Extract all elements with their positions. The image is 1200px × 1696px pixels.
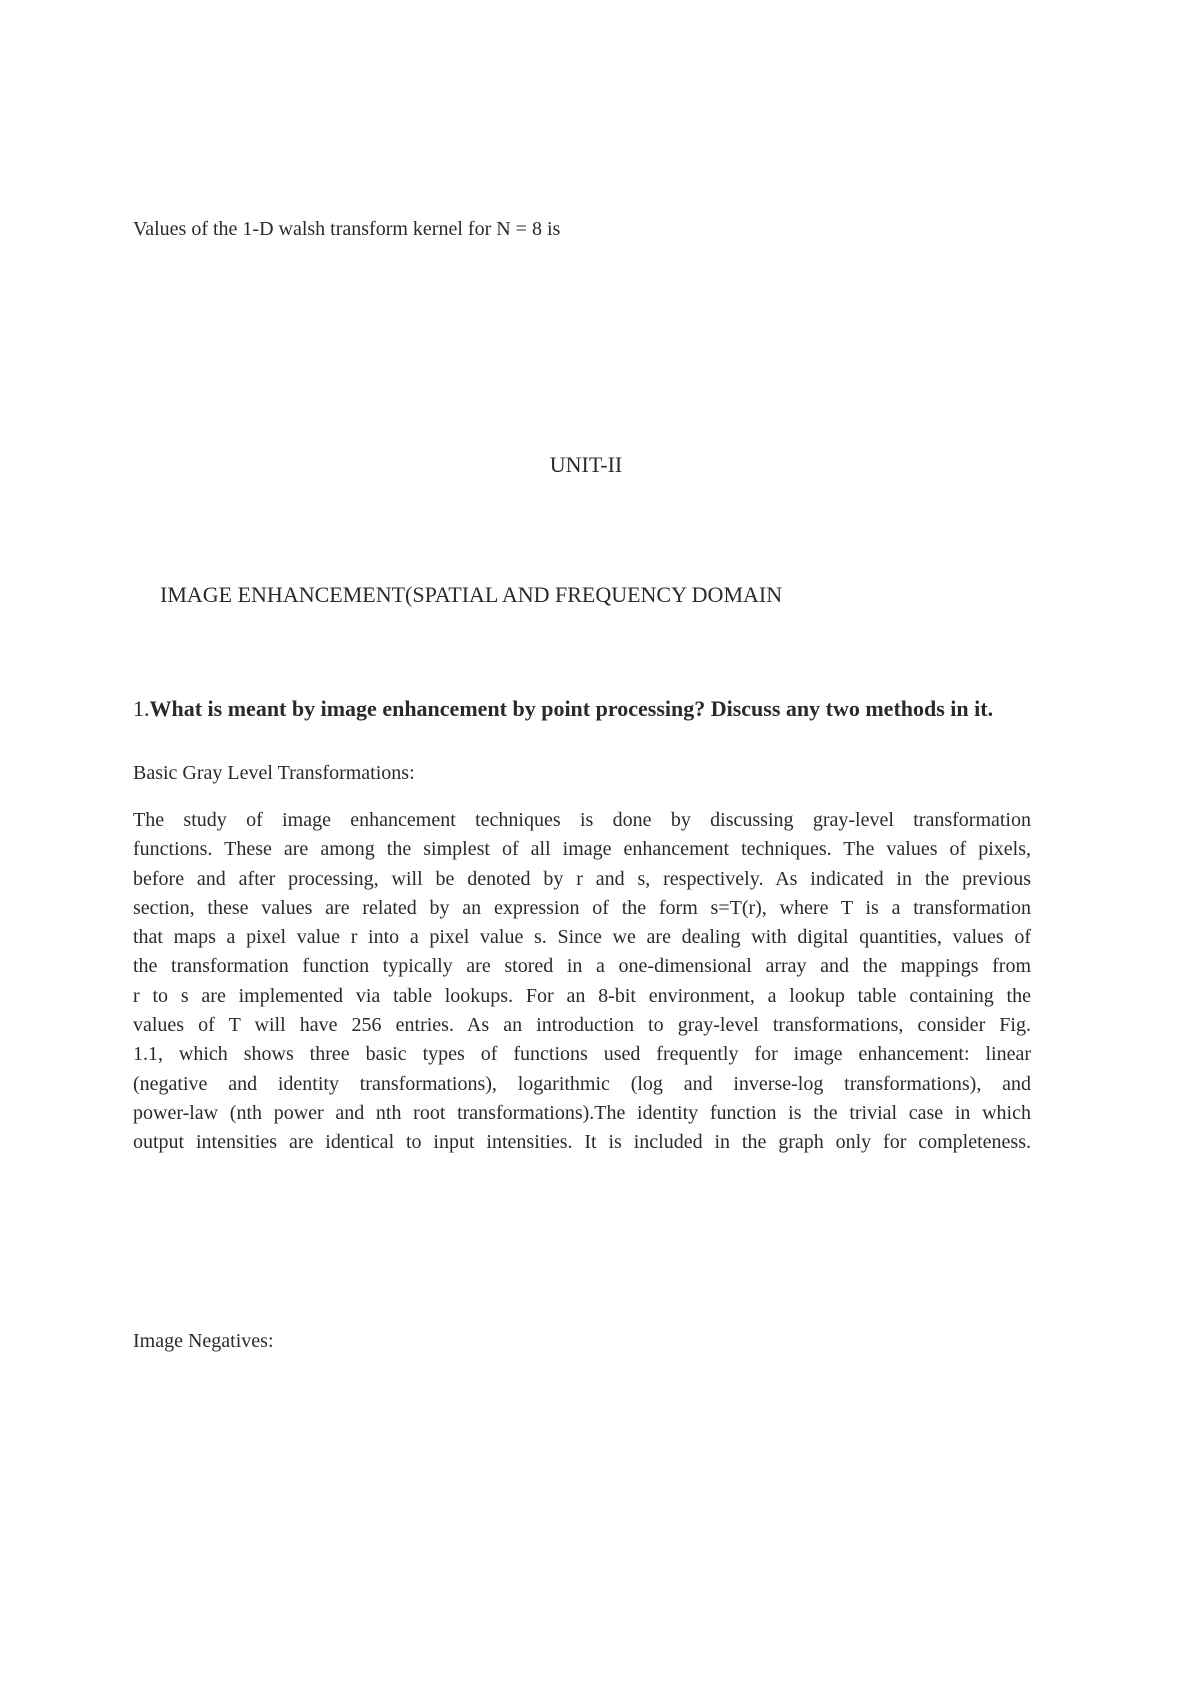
paragraph-line: (negative and identity transformations), logarithmic (log and inverse-log transformations), and [133,1072,1031,1095]
paragraph-line: values of T will have 256 entries. As an introduction to gray-level transformations, consider Fig. [133,1014,1031,1037]
paragraph-line: the transformation function typically are stored in a one-dimensional array and the mappings from [133,955,1031,978]
paragraph-line: r to s are implemented via table lookups. For an 8-bit environment, a lookup table containing the [133,984,1031,1007]
question [133,692,1015,725]
intro-text: Values of the 1-D walsh transform kernel for N = 8 is [133,218,561,240]
paragraph-line: that maps a pixel value r into a pixel value s. Since we are dealing with digital quantities, values of [133,926,1031,949]
question-text: What is meant by image enhancement by point processing? Discuss any two methods in it. [149,696,994,721]
paragraph-line: output intensities are identical to input intensities. It is included in the graph only for completeness. [133,1131,1031,1154]
paragraph-line: functions. These are among the simplest of all image enhancement techniques. The values of pixels, [133,838,1031,861]
paragraph-line: The study of image enhancement techniques is done by discussing gray-level transformation [133,809,1031,831]
section-image-negatives: Image Negatives: [133,1330,274,1352]
paragraph-line: section, these values are related by an expression of the form s=T(r), where T is a transformation [133,896,1031,919]
question-number: 1. [133,696,150,721]
paragraph-line: power-law (nth power and nth root transformations).The identity function is the trivial case in which [133,1101,1031,1124]
paragraph-line: 1.1, which shows three basic types of functions used frequently for image enhancement: linear [133,1043,1031,1066]
body-paragraph [133,806,1031,1158]
chapter-heading: IMAGE ENHANCEMENT(SPATIAL AND FREQUENCY DOMAIN [160,582,783,607]
subheading-basic-gray-level: Basic Gray Level Transformations: [133,762,415,784]
paragraph-line: before and after processing, will be denoted by r and s, respectively. As indicated in the previous [133,867,1031,890]
unit-heading: UNIT-II [549,452,623,477]
